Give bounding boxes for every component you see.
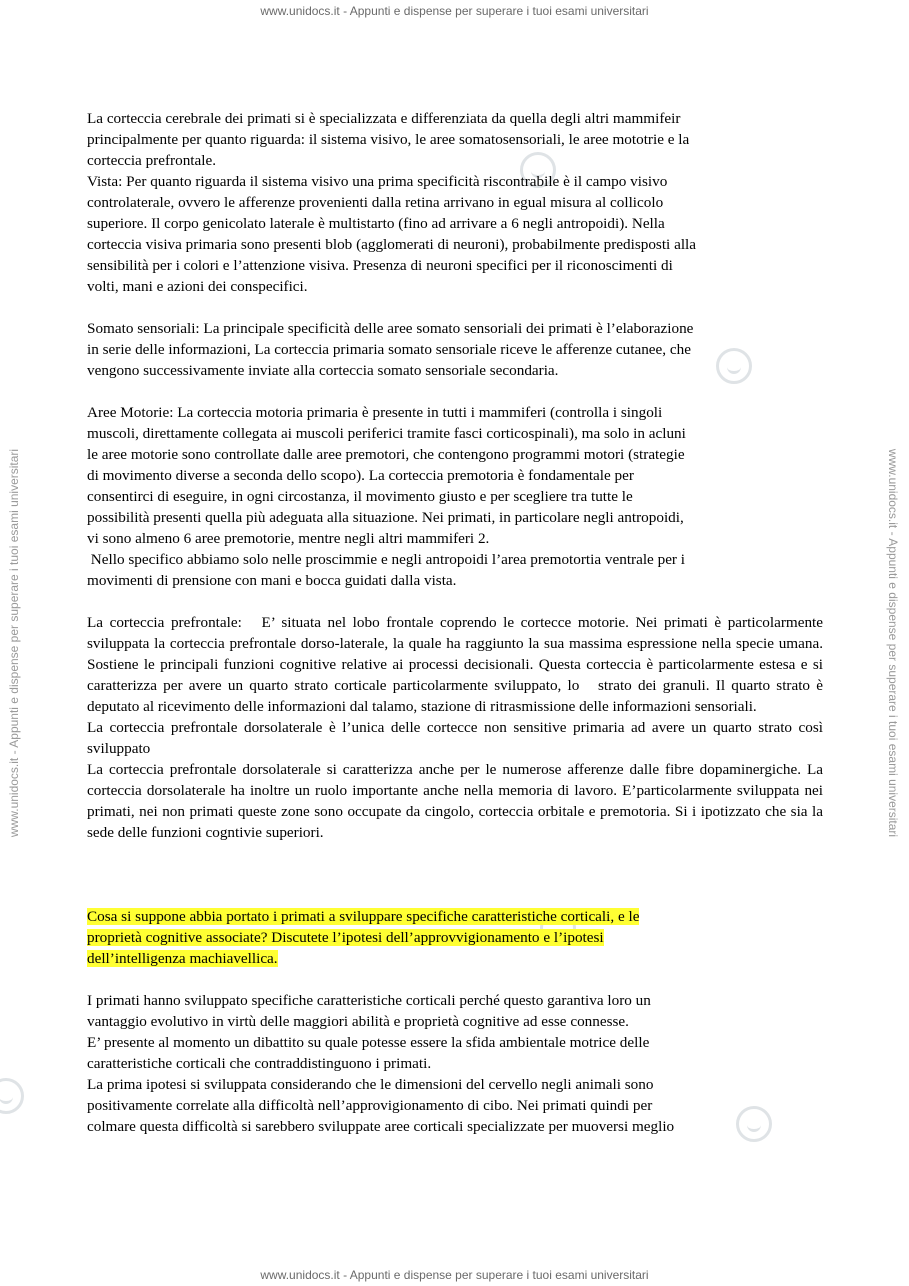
text-line: La corteccia cerebrale dei primati si è specializzata e differenziata da quella degli altri mammifeir	[87, 110, 681, 127]
text-line: positivamente correlate alla difficoltà nell’approvigionamento di cibo. Nei primati quindi per	[87, 1097, 653, 1114]
text-line: consentirci di eseguire, in ogni circostanza, il movimento giusto e per scegliere tra tutte le	[87, 488, 633, 505]
text-line: superiore. Il corpo genicolato laterale è multistarto (fino ad arrivare a 6 negli antropoidi). Nella	[87, 215, 665, 232]
text-line: I primati hanno sviluppato specifiche caratteristiche corticali perché questo garantiva loro un	[87, 992, 651, 1009]
text-line: colmare questa difficoltà si sarebbero sviluppate aree corticali specializzate per muoversi meglio	[87, 1118, 675, 1135]
text-line: Aree Motorie: La corteccia motoria primaria è presente in tutti i mammiferi (controlla i singoli	[87, 404, 663, 421]
text-line: possibilità presenti quella più adeguata alla situazione. Nei primati, in particolare negli antropoidi,	[87, 509, 684, 526]
text-line: vantaggio evolutivo in virtù delle maggiori abilità e proprietà cognitive ad esse connesse.	[87, 1013, 629, 1030]
intro-section	[87, 108, 823, 297]
text-line: di movimento diverse a seconda dello scopo). La corteccia premotoria è fondamentale per	[87, 467, 634, 484]
text-line: corteccia prefrontale.	[87, 152, 217, 169]
text-line: Somato sensoriali: La principale specificità delle aree somato sensoriali dei primati è l’elaborazione	[87, 320, 694, 337]
question-section	[87, 906, 823, 969]
highlighted-question: Cosa si suppone abbia portato i primati a sviluppare specifiche caratteristiche corticali, e le	[87, 908, 640, 925]
watermark-right: www.unidocs.it - Appunti e dispense per superare i tuoi esami universitari	[886, 448, 900, 838]
text-line: vengono successivamente inviate alla corteccia somato sensoriale secondaria.	[87, 362, 559, 379]
watermark-top: www.unidocs.it - Appunti e dispense per superare i tuoi esami universitari	[260, 4, 649, 18]
text-line: sensibilità per i colori e l’attenzione visiva. Presenza di neuroni specifici per il riconoscimenti di	[87, 257, 673, 274]
paragraph: La corteccia prefrontale dorsolaterale si caratterizza anche per le numerose afferenze dalle fibre dopaminergiche. La corteccia dorsolaterale ha inoltre un ruolo importante anche nella memoria di lavoro. E’particolarmente sviluppata nei primati, nei non primati queste zone sono occupate da cingolo, corteccia orbitale e premotoria. Si i ipotizzato che sia la sede delle funzioni cogntivie superiori.	[87, 761, 823, 841]
text-line: le aree motorie sono controllate dalle aree premotori, che contengono programmi motori (strategie	[87, 446, 685, 463]
text-line: Nello specifico abbiamo solo nelle proscimmie e negli antropoidi l’area premotortia ventrale per i	[87, 551, 686, 568]
document-body	[87, 108, 827, 1137]
text-line: vi sono almeno 6 aree premotorie, mentre negli altri mammiferi 2.	[87, 530, 490, 547]
text-line: in serie delle informazioni, La corteccia primaria somato sensoriale riceve le afferenze cutanee, che	[87, 341, 691, 358]
highlighted-question: dell’intelligenza machiavellica.	[87, 950, 278, 967]
paragraph: La corteccia prefrontale dorsolaterale è l’unica delle cortecce non sensitive primaria ad avere un quarto strato così sviluppato	[87, 719, 823, 757]
somato-section	[87, 318, 823, 381]
text-line: corteccia visiva primaria sono presenti blob (agglomerati di neuroni), probabilmente predisposti alla	[87, 236, 696, 253]
highlighted-question: proprietà cognitive associate? Discutete l’ipotesi dell’approvvigionamento e l’ipotesi	[87, 929, 604, 946]
text-line: muscoli, direttamente collegata ai muscoli periferici tramite fasci corticospinali), ma solo in acluni	[87, 425, 686, 442]
text-line: volti, mani e azioni dei conspecifici.	[87, 278, 308, 295]
text-line: La prima ipotesi si sviluppata considerando che le dimensioni del cervello negli animali sono	[87, 1076, 654, 1093]
text-line: movimenti di prensione con mani e bocca guidati dalla vista.	[87, 572, 457, 589]
text-line: principalmente per quanto riguarda: il sistema visivo, le aree somatosensoriali, le aree mototrie e la	[87, 131, 690, 148]
watermark-logo-icon	[0, 1078, 24, 1114]
watermark-left: www.unidocs.it - Appunti e dispense per superare i tuoi esami universitari	[7, 448, 21, 838]
answer-section	[87, 990, 823, 1137]
text-line: E’ presente al momento un dibattito su quale potesse essere la sfida ambientale motrice delle	[87, 1034, 650, 1051]
text-line: controlaterale, ovvero le afferenze provenienti dalla retina arrivano in egual misura al collicolo	[87, 194, 664, 211]
motorie-section	[87, 402, 823, 591]
prefrontale-section	[87, 612, 827, 843]
text-line: caratteristiche corticali che contraddistinguono i primati.	[87, 1055, 432, 1072]
watermark-bottom: www.unidocs.it - Appunti e dispense per superare i tuoi esami universitari	[260, 1268, 649, 1282]
paragraph: La corteccia prefrontale: E’ situata nel lobo frontale coprendo le cortecce motorie. Nei primati è particolarmente sviluppata la corteccia prefrontale dorso-laterale, la quale ha raggiunto la sua massima espressione nella specie umana. Sostiene le principali funzioni cognitive relative ai processi decisionali. Questa corteccia è particolarmente estesa e si caratterizza per avere un quarto strato corticale particolarmente sviluppato, lo strato dei granuli. Il quarto strato è deputato al ricevimento delle informazioni dal talamo, stazione di ritrasmissione delle informazioni sensoriali.	[87, 614, 827, 715]
text-line: Vista: Per quanto riguarda il sistema visivo una prima specificità riscontrabile è il campo visivo	[87, 173, 668, 190]
